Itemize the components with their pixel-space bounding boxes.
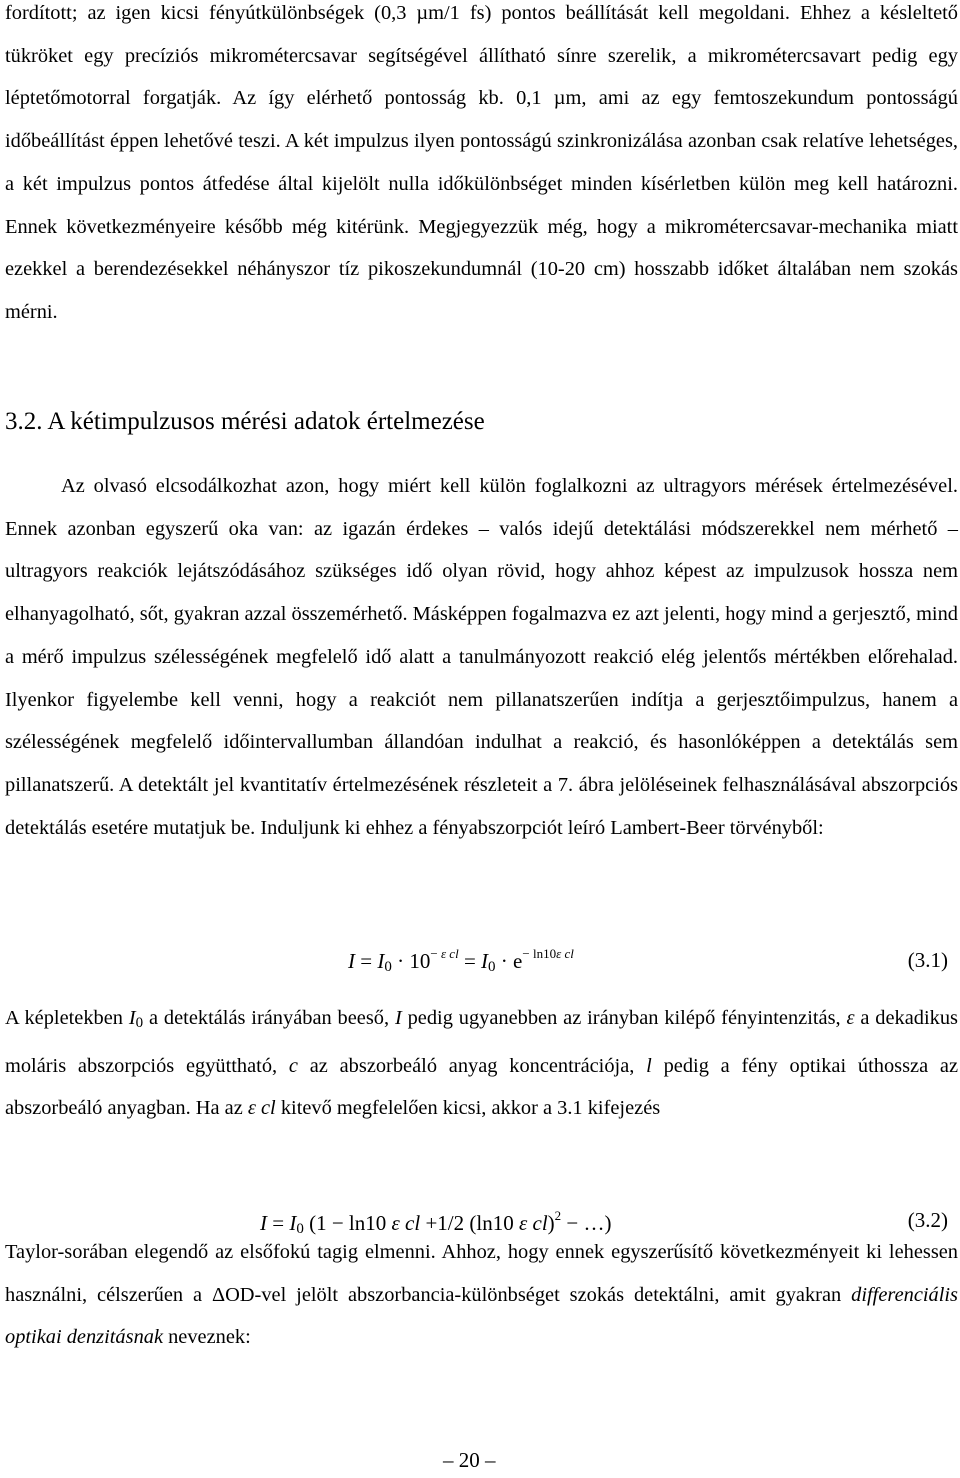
equation-3-2-expression: $I = I_0$ (1 − ln10 ε cl +1/2 (ln10 ε cl)$^2$ − …) <box>260 1208 612 1237</box>
page-number: – 20 – <box>443 1448 496 1472</box>
paragraph-3: A képletekben $I_0$ a detektálás irányában beeső, I pedig ugyanebben az irányban kilépő fényintenzitás, ε a dekadikus moláris abszorpciós együttható, c az abszorbeáló anyag koncentrációja, l pedig a fény optikai úthossza az abszorbeáló anyagban. Ha az ε cl kitevő megfelelően kicsi, akkor a 3.1 kifejezés <box>5 1007 959 1120</box>
paragraph-1: fordított; az igen kicsi fényútkülönbségek (0,3 µm/1 fs) pontos beállítását kell megoldani. Ehhez a késleltető tükröket egy precíziós mikrométercsavar segítségével állítható sínre szerelik, a mikrométercsavart pedig egy léptetőmotorral forgatják. Az így elérhető pontosság kb. 0,1 µm, ami az egy femtoszekundum pontosságú időbeállítást éppen lehetővé teszi. A két impulzus ilyen pontosságú szinkronizálása azonban csak relatíve lehetséges, a két impulzus pontos átfedése által kijelölt nulla időkülönbséget minden kísérletben külön meg kell határozni. Ennek következményeire később még kitérünk. Megjegyezzük még, hogy a mikrométercsavar-mechanika miatt ezekkel a berendezésekkel néhányszor tíz pikoszekundumnál (10-20 cm) hosszabb időket általában nem szokás mérni. <box>5 2 958 323</box>
equation-3-2-number: (3.2) <box>907 1208 948 1232</box>
equation-3-1 <box>5 942 958 982</box>
equation-3-1-expression: $I = I_0 \cdot 10^{- \varepsilon cl} = I_0 \cdot e^{- ln10\varepsilon cl}$ <box>348 946 574 975</box>
equation-3-1-number: (3.1) <box>907 948 948 972</box>
paragraph-4: Taylor-sorában elegendő az elsőfokú tagig elmenni. Ahhoz, hogy ennek egyszerűsítő következményeit ki lehessen használni, célszerűen a ΔOD-vel jelölt abszorbancia-különbséget szokás detektálni, amit gyakran differenciális optikai denzitásnak neveznek: <box>5 1241 958 1349</box>
section-heading: 3.2. A kétimpulzusos mérési adatok értelmezése <box>5 408 485 435</box>
page <box>5 0 959 1349</box>
paragraph-2: Az olvasó elcsodálkozhat azon, hogy miért kell külön foglalkozni az ultragyors mérések értelmezésével. Ennek azonban egyszerű oka van: az igazán érdekes – valós idejű detektálási módszerekkel nem mérhető – ultragyors reakciók lejátszódásához szükséges idő olyan rövid, hogy ahhoz képest az impulzusok hossza nem elhanyagolható, sőt, gyakran azzal összemérhető. Másképpen fogalmazva ez azt jelenti, hogy mind a gerjesztő, mind a mérő impulzus szélességének megfelelő idő alatt a tanulmányozott reakció elég jelentős mértékben előrehalad. Ilyenkor figyelembe kell venni, hogy a reakciót nem pillanatszerűen indítja a gerjesztőimpulzus, hanem a szélességének megfelelő időintervallumban állandóan indulhat a reakció, és hasonlóképpen a detektálás sem pillanatszerű. A detektált jel kvantitatív értelmezésének részleteit a 7. ábra jelöléseinek felhasználásával abszorpciós detektálás esetére mutatjuk be. Induljunk ki ehhez a fényabszorpciót leíró Lambert-Beer törvényből: <box>5 475 958 839</box>
